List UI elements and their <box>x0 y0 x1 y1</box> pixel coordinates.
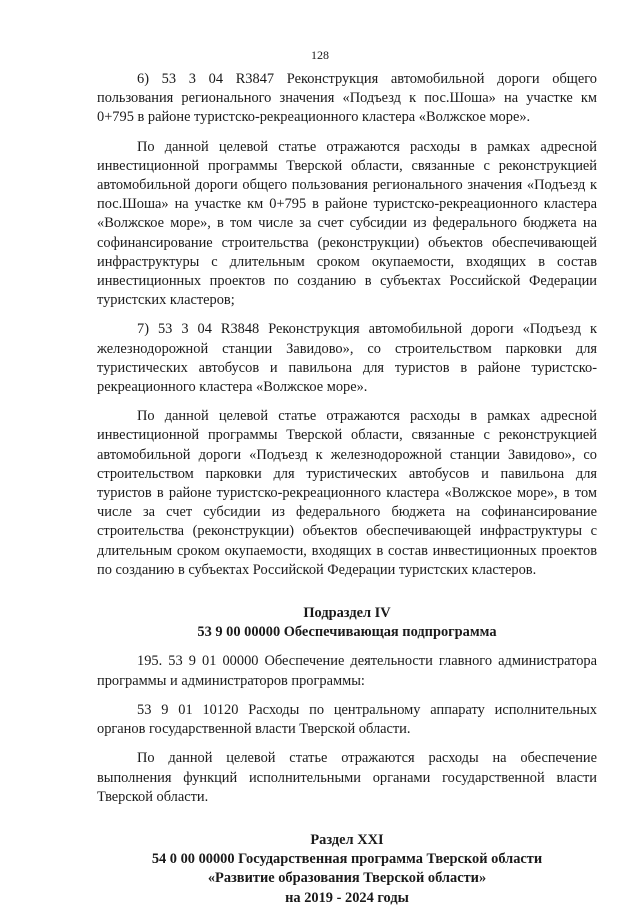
paragraph-item-195: 195. 53 9 01 00000 Обеспечение деятельности главного администратора программы и администраторов программы: <box>97 653 597 689</box>
paragraph-item-6: 6) 53 3 04 R3847 Реконструкция автомобильной дороги общего пользования регионального значения «Подъезд к пос.Шоша» на участке км 0+795 в районе туристско-рекреационного кластера «Волжское море». <box>97 71 597 126</box>
section-program-code: 54 0 00 00000 Государственная программа Тверской области <box>151 851 543 868</box>
subsection-code-name: 53 9 00 00000 Обеспечивающая подпрограмма <box>197 624 497 641</box>
paragraph-item-6-description: По данной целевой статье отражаются расходы в рамках адресной инвестиционной программы Тверской области, связанные с реконструкцией автомобильной дороги общего пользования регионального значения «Подъезд к пос.Шоша» на участке км 0+795 в районе туристско-рекреационного кластера «Волжское море», в том числе за счет субсидии из федерального бюджета на софинансирование строительства (реконструкции) объектов обеспечивающей инфраструктуры с длительным сроком окупаемости, входящих в состав инвестиционных проектов по созданию в субъектах Российской Федерации туристских кластеров; <box>97 138 597 309</box>
paragraph-item-7: 7) 53 3 04 R3848 Реконструкция автомобильной дороги «Подъезд к железнодорожной станции Завидово», со строительством парковки для туристических автобусов и павильона для туристов в районе туристско-рекреационного кластера «Волжское море». <box>97 321 597 396</box>
section-program-name: «Развитие образования Тверской области» <box>207 870 487 887</box>
document-body <box>97 70 597 908</box>
paragraph-item-7-description: По данной целевой статье отражаются расходы в рамках адресной инвестиционной программы Тверской области, связанные с реконструкцией автомобильной дороги «Подъезд к железнодорожной станции Завидово», со строительством парковки для туристических автобусов и павильона для туристов в районе туристско-рекреационного кластера «Волжское море», в том числе за счет субсидии из федерального бюджета на софинансирование строительства (реконструкции) объектов обеспечивающей инфраструктуры с длительным сроком окупаемости, входящих в состав инвестиционных проектов по созданию в субъектах Российской Федерации туристских кластеров. <box>97 408 597 578</box>
section-title: Раздел XXI <box>310 831 384 848</box>
subsection-title: Подраздел IV <box>303 605 391 622</box>
paragraph-expense-description: По данной целевой статье отражаются расходы на обеспечение выполнения функций исполнительными органами государственной власти Тверской области. <box>97 750 597 805</box>
section-program-years: на 2019 - 2024 годы <box>285 889 409 906</box>
paragraph-expense-code: 53 9 01 10120 Расходы по центральному аппарату исполнительных органов государственной власти Тверской области. <box>97 701 597 738</box>
page-number: 128 <box>311 48 329 62</box>
